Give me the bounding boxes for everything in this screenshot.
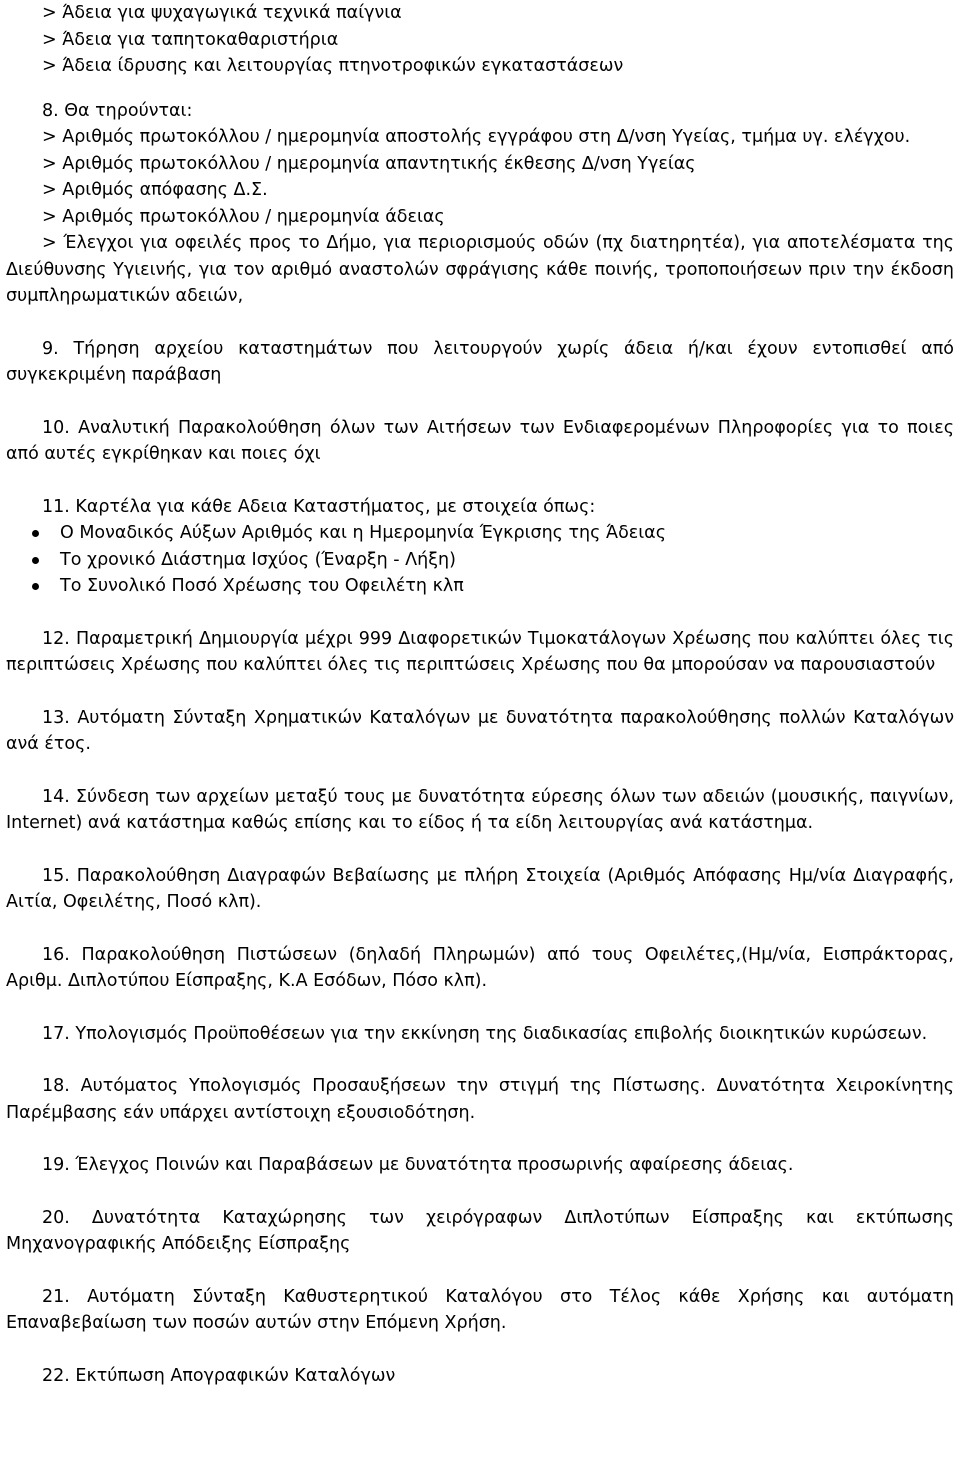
item-20: 20. Δυνατότητα Καταχώρησης των χειρόγραφων Διπλοτύπων Είσπραξης και εκτύπωσης Μηχανογραφικής Απόδειξης Είσπραξης: [6, 1207, 954, 1254]
item-18: 18. Αυτόματος Υπολογισμός Προσαυξήσεων την στιγμή της Πίστωσης. Δυνατότητα Χειροκίνητης Παρέμβασης εάν υπάρχει αντίστοιχη εξουσιοδότηση.: [6, 1076, 954, 1123]
item-22: 22. Εκτύπωση Απογραφικών Καταλόγων: [42, 1365, 396, 1386]
item-8-line: > Έλεγχοι για οφειλές προς το Δήμο, για περιορισμούς οδών (πχ διατηρητέα), για αποτελέσματα της Διεύθυνσης Υγιεινής, για τον αριθμό αναστολών σφράγισης κάθε ποινής, τροποποιήσεων πριν την έκδοση συμπληρωματικών αδειών,: [6, 233, 954, 306]
license-entry: > Άδεια για ταπητοκαθαριστήρια: [42, 29, 339, 50]
bullet-item: Το χρονικό Διάστημα Ισχύος (Έναρξη - Λήξη): [6, 547, 954, 574]
bullet-item: Το Συνολικό Ποσό Χρέωσης του Οφειλέτη κλπ: [6, 573, 954, 600]
license-entry: > Άδεια ίδρυσης και λειτουργίας πτηνοτροφικών εγκαταστάσεων: [42, 56, 624, 76]
item-11-bullet-list: [6, 520, 954, 600]
item-14: 14. Σύνδεση των αρχείων μεταξύ τους με δυνατότητα εύρεσης όλων των αδειών (μουσικής, παιγνίων, Internet) ανά κατάστημα καθώς επίσης και το είδος ή τα είδη λειτουργίας ανά κατάστημα.: [6, 786, 954, 833]
item-17: 17. Υπολογισμός Προϋποθέσεων για την εκκίνηση της διαδικασίας επιβολής διοικητικών κυρώσεων.: [42, 1023, 928, 1044]
bullet-dot-icon: [32, 530, 39, 537]
item-13: 13. Αυτόματη Σύνταξη Χρηματικών Καταλόγων με δυνατότητα παρακολούθησης πολλών Καταλόγων ανά έτος.: [6, 707, 954, 754]
item-8-line: > Αριθμός απόφασης Δ.Σ.: [42, 180, 268, 200]
item-8-line: > Αριθμός πρωτοκόλλου / ημερομηνία άδειας: [42, 206, 445, 227]
item-11-heading: 11. Καρτέλα για κάθε Αδεια Καταστήματος, με στοιχεία όπως:: [42, 496, 596, 517]
item-21: 21. Αυτόματη Σύνταξη Καθυστερητικού Καταλόγου στο Τέλος κάθε Χρήσης και αυτόματη Επαναβεβαίωση των ποσών αυτών στην Επόμενη Χρήση.: [6, 1286, 954, 1333]
item-9: 9. Τήρηση αρχείου καταστημάτων που λειτουργούν χωρίς άδεια ή/και έχουν εντοπισθεί από συγκεκριμένη παράβαση: [6, 338, 954, 385]
item-11: [6, 494, 954, 600]
bullet-dot-icon: [32, 583, 39, 590]
bullet-item: Ο Μοναδικός Αύξων Αριθμός και η Ημερομηνία Έγκρισης της Άδειας: [6, 520, 954, 547]
item-8: [6, 98, 954, 310]
license-entry: > Άδεια για ψυχαγωγικά τεχνικά παίγνια: [42, 3, 402, 23]
item-8-line: > Αριθμός πρωτοκόλλου / ημερομηνία αποστολής εγγράφου στη Δ/νση Υγείας, τμήμα υγ. ελέγχου.: [42, 127, 911, 147]
item-8-heading: 8. Θα τηρούνται:: [42, 100, 193, 121]
item-16: 16. Παρακολούθηση Πιστώσεων (δηλαδή Πληρωμών) από τους Οφειλέτες,(Ημ/νία, Εισπράκτορας, Αριθμ. Διπλοτύπου Είσπραξης, Κ.Α Εσόδων, Πόσο κλπ).: [6, 944, 954, 991]
item-12: 12. Παραμετρική Δημιουργία μέχρι 999 Διαφορετικών Τιμοκατάλογων Χρέωσης που καλύπτει όλες τις περιπτώσεις Χρέωσης που καλύπτει όλες τις περιπτώσεις Χρέωσης που θα μπορούσαν να παρουσιαστούν: [6, 628, 954, 675]
item-19: 19. Έλεγχος Ποινών και Παραβάσεων με δυνατότητα προσωρινής αφαίρεσης άδειας.: [42, 1155, 794, 1175]
item-15: 15. Παρακολούθηση Διαγραφών Βεβαίωσης με πλήρη Στοιχεία (Αριθμός Απόφασης Ημ/νία Διαγραφής, Αιτία, Οφειλέτης, Ποσό κλπ).: [6, 865, 954, 912]
item-8-line: > Αριθμός πρωτοκόλλου / ημερομηνία απαντητικής έκθεσης Δ/νση Υγείας: [42, 153, 696, 174]
item-10: 10. Αναλυτική Παρακολούθηση όλων των Αιτήσεων των Ενδιαφερομένων Πληροφορίες για το ποιες από αυτές εγκρίθηκαν και ποιες όχι: [6, 417, 954, 464]
bullet-dot-icon: [32, 557, 39, 564]
